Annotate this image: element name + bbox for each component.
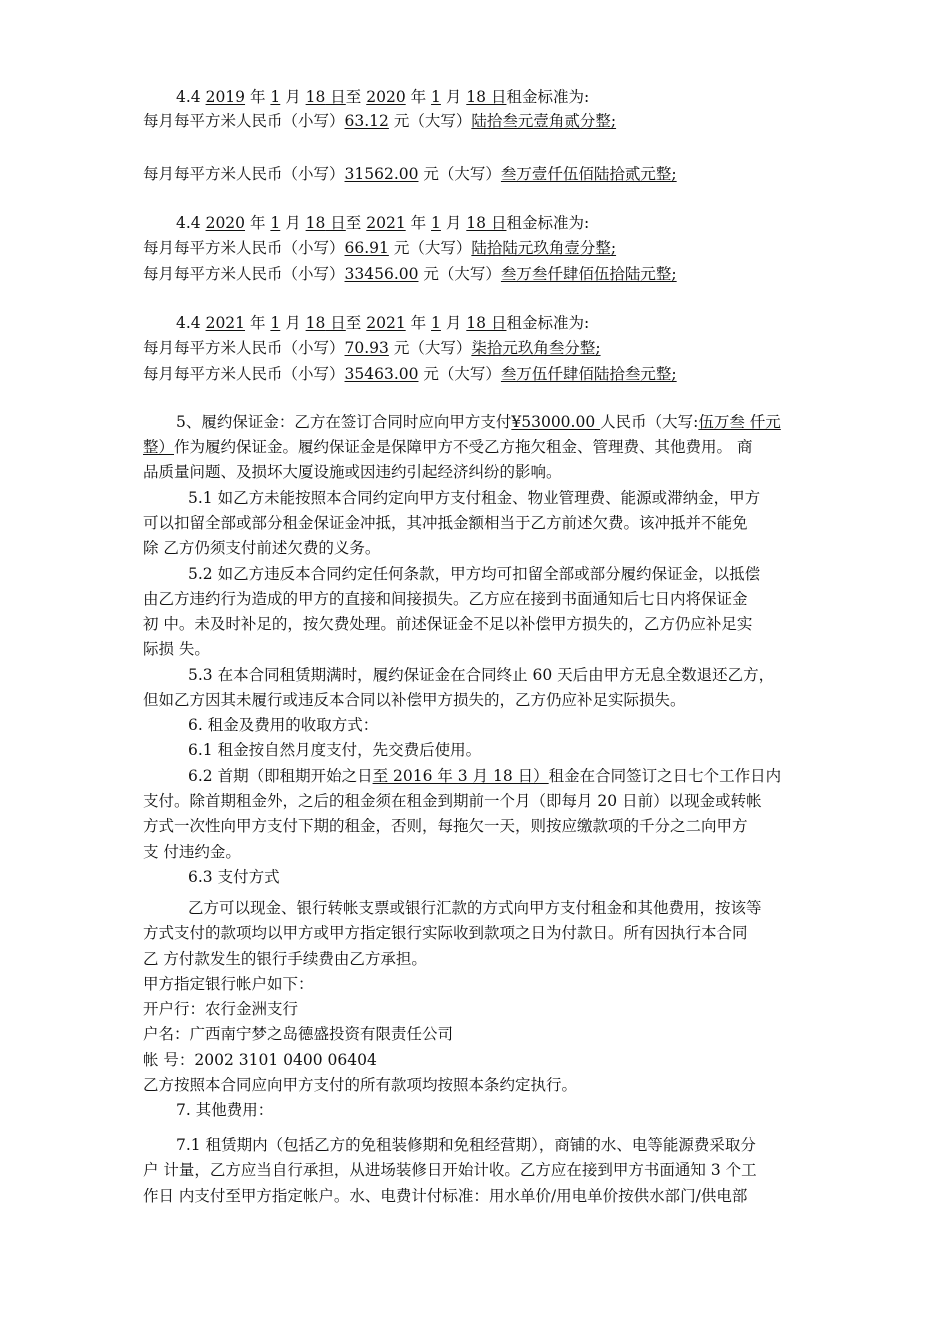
text-segment: 7.1 租赁期内（包括乙方的免租装修期和免租经营期），商铺的水、电等能源费采取分 [176, 1136, 756, 1154]
underlined-text: 1 [431, 88, 441, 106]
underlined-text: 叁万壹仟伍佰陆拾贰元整; [500, 165, 677, 183]
underlined-text: 柒拾元玖角叁分整; [471, 339, 601, 357]
text-segment: 但如乙方因其未履行或违反本合同以补偿甲方损失的，乙方仍应补足实际损失。 [143, 691, 686, 709]
text-line [143, 923, 748, 943]
text-segment: 月 [440, 314, 467, 332]
text-segment: 年 [405, 314, 432, 332]
text-segment: 甲方指定银行帐户如下： [143, 975, 314, 993]
text-segment: 每月每平方米人民币（小写） [143, 339, 345, 357]
text-line [176, 1100, 273, 1120]
text-line [143, 589, 748, 609]
text-segment: 租金标准为: [506, 214, 590, 232]
underlined-text: 18 [466, 214, 487, 232]
text-segment: 支付。除首期租金外，之后的租金须在租金到期前一个月（即每月 20 日前）以现金或转帐 [143, 792, 762, 810]
text-segment: 年 [245, 88, 271, 106]
text-line [143, 842, 241, 862]
text-line [143, 538, 380, 558]
text-line [143, 437, 752, 457]
text-segment: 月 [280, 88, 306, 106]
text-segment: 元（大写） [418, 165, 501, 183]
underlined-text: 日 [486, 314, 507, 332]
underlined-text: 日 [325, 314, 346, 332]
text-line [143, 462, 562, 482]
text-segment: 每月每平方米人民币（小写） [143, 365, 345, 383]
underlined-text: 叁万叁仟肆佰伍拾陆元整; [500, 265, 677, 283]
text-line [143, 1024, 453, 1044]
text-segment: 元（大写） [388, 112, 472, 130]
text-line [188, 740, 481, 760]
text-line [143, 614, 752, 634]
text-segment: 方式支付的款项均以甲方或甲方指定银行实际收到款项之日为付款日。所有因执行本合同 [143, 924, 748, 942]
underlined-text: 18 [305, 88, 326, 106]
underlined-text: 2020 [366, 88, 406, 106]
text-segment: 乙方可以现金、银行转帐支票或银行汇款的方式向甲方支付租金和其他费用，按该等 [188, 899, 762, 917]
underlined-text: 2021 [205, 314, 246, 332]
text-line [143, 364, 677, 384]
text-segment: 每月每平方米人民币（小写） [143, 112, 345, 130]
text-segment: 乙 方付款发生的银行手续费由乙方承担。 [143, 950, 427, 968]
underlined-text: 日 [486, 88, 507, 106]
text-line [188, 898, 762, 918]
underlined-text: 陆拾陆元玖角壹分整; [471, 239, 617, 257]
text-segment: 5.1 如乙方未能按照本合同约定向甲方支付租金、物业管理费、能源或滞纳金，甲方 [188, 489, 761, 507]
text-line [188, 766, 781, 786]
text-segment: 5.2 如乙方违反本合同约定任何条款，甲方均可扣留全部或部分履约保证金，以抵偿 [188, 565, 761, 583]
text-line [143, 164, 677, 184]
underlined-text: 18 [305, 214, 326, 232]
text-segment: 年 [245, 214, 271, 232]
text-segment: 月 [280, 214, 306, 232]
text-line [188, 715, 378, 735]
underlined-text: 2019 [205, 88, 246, 106]
underlined-text: 1 [431, 214, 441, 232]
text-segment: 至 [345, 88, 367, 106]
text-segment: 户 计量，乙方应当自行承担，从进场装修日开始计收。乙方应在接到甲方书面通知 3 个工 [143, 1161, 757, 1179]
underlined-text: 伍万叁 仟元 [698, 413, 781, 431]
underlined-text: 叁万伍仟肆佰陆拾叁元整; [500, 365, 677, 383]
text-segment: 支 付违约金。 [143, 843, 241, 861]
underlined-text: 日 [486, 214, 507, 232]
underlined-text: 1 [270, 214, 281, 232]
text-segment: 方式一次性向甲方支付下期的租金，否则，每拖欠一天，则按应缴款项的千分之二向甲方 [143, 817, 748, 835]
text-segment: 帐 号：2002 3101 0400 06404 [143, 1051, 377, 1069]
underlined-text: 18 [305, 314, 326, 332]
text-segment: 5、履约保证金：乙方在签订合同时应向甲方支付 [176, 413, 512, 431]
text-segment: 户名：广西南宁梦之岛德盛投资有限责任公司 [143, 1025, 454, 1043]
text-segment: 至 [345, 214, 367, 232]
text-line [143, 974, 314, 994]
underlined-text: 66.91 [344, 239, 389, 257]
text-line [188, 665, 774, 685]
text-segment: 5.3 在本合同租赁期满时，履约保证金在合同终止 60 天后由甲方无息全数退还乙方， [188, 666, 775, 684]
text-segment: 6.1 租金按自然月度支付，先交费后使用。 [188, 741, 482, 759]
text-segment: 初 中。未及时补足的，按欠费处理。前述保证金不足以补偿甲方损失的，乙方仍应补足实 [143, 615, 753, 633]
underlined-text: 35463.00 [344, 365, 419, 383]
text-segment: 作为履约保证金。履约保证金是保障甲方不受乙方拖欠租金、管理费、其他费用。 商 [174, 438, 753, 456]
text-segment: 月 [440, 214, 467, 232]
text-segment: 元（大写） [418, 365, 501, 383]
underlined-text: 2020 [205, 214, 246, 232]
underlined-text: 2021 [366, 314, 406, 332]
text-segment: 租金标准为: [506, 314, 590, 332]
text-segment: 人民币（大写: [600, 413, 699, 431]
text-segment: 元（大写） [388, 339, 472, 357]
text-segment: 7. 其他费用： [176, 1101, 274, 1119]
text-segment: 每月每平方米人民币（小写） [143, 165, 345, 183]
text-segment: 6.2 首期（即租期开始之日 [188, 767, 373, 785]
text-line [143, 1160, 757, 1180]
underlined-text: 2021 [366, 214, 406, 232]
text-line [176, 313, 589, 333]
text-line [188, 488, 760, 508]
underlined-text: 整） [143, 438, 175, 456]
underlined-text: 至 2016 年 3 月 18 日） [372, 767, 549, 785]
underlined-text: 18 [466, 88, 487, 106]
text-segment: 由乙方违约行为造成的甲方的直接和间接损失。乙方应在接到书面通知后七日内将保证金 [143, 590, 748, 608]
underlined-text: 1 [270, 314, 281, 332]
text-line [176, 412, 781, 432]
text-segment: 6. 租金及费用的收取方式： [188, 716, 379, 734]
underlined-text: 18 [466, 314, 487, 332]
text-segment: 租金在合同签订之日七个工作日内 [548, 767, 782, 785]
underlined-text: ¥53000.00 [511, 413, 601, 431]
text-line [176, 87, 589, 107]
text-segment: 元（大写） [418, 265, 501, 283]
text-line [143, 791, 762, 811]
text-segment: 可以扣留全部或部分租金保证金冲抵，其冲抵金额相当于乙方前述欠费。该冲抵并不能免 [143, 514, 748, 532]
underlined-text: 日 [325, 214, 346, 232]
text-line [176, 213, 589, 233]
text-segment: 际损 失。 [143, 640, 210, 658]
text-segment: 月 [440, 88, 467, 106]
underlined-text: 31562.00 [344, 165, 419, 183]
text-segment: 除 乙方仍须支付前述欠费的义务。 [143, 539, 381, 557]
text-line [143, 999, 298, 1019]
underlined-text: 70.93 [344, 339, 389, 357]
underlined-text: 1 [431, 314, 441, 332]
text-segment: 年 [405, 88, 432, 106]
underlined-text: 陆拾叁元壹角贰分整; [471, 112, 617, 130]
text-segment: 6.3 支付方式 [188, 868, 280, 886]
text-segment: 每月每平方米人民币（小写） [143, 239, 345, 257]
underlined-text: 33456.00 [344, 265, 419, 283]
text-segment: 至 [345, 314, 367, 332]
text-segment: 年 [405, 214, 432, 232]
text-segment: 乙方按照本合同应向甲方支付的所有款项均按照本条约定执行。 [143, 1076, 578, 1094]
text-line [143, 949, 427, 969]
text-segment: 作日 内支付至甲方指定帐户。水、电费计付标准：用水单价/用电单价按供水部门/供电部 [143, 1187, 748, 1205]
underlined-text: 1 [270, 88, 281, 106]
text-segment: 开户行：农行金洲支行 [143, 1000, 299, 1018]
text-segment: 年 [245, 314, 271, 332]
text-line [188, 867, 280, 887]
text-segment: 租金标准为: [506, 88, 590, 106]
text-line [143, 1050, 377, 1070]
text-segment: 元（大写） [388, 239, 472, 257]
underlined-text: 日 [325, 88, 346, 106]
text-line [143, 111, 616, 131]
text-line [143, 264, 677, 284]
text-segment: 每月每平方米人民币（小写） [143, 265, 345, 283]
text-line [176, 1135, 756, 1155]
text-line [143, 816, 748, 836]
text-segment: 月 [280, 314, 306, 332]
text-segment: 4.4 [176, 214, 206, 232]
text-line [188, 564, 760, 584]
text-line [143, 513, 748, 533]
text-segment: 品质量问题、及损坏大厦设施或因违约引起经济纠纷的影响。 [143, 463, 562, 481]
underlined-text: 63.12 [344, 112, 389, 130]
text-line [143, 690, 686, 710]
text-line [143, 238, 616, 258]
text-line [143, 1075, 577, 1095]
text-segment: 4.4 [176, 314, 206, 332]
text-line [143, 338, 601, 358]
text-segment: 4.4 [176, 88, 206, 106]
text-line [143, 639, 210, 659]
text-line [143, 1186, 747, 1206]
